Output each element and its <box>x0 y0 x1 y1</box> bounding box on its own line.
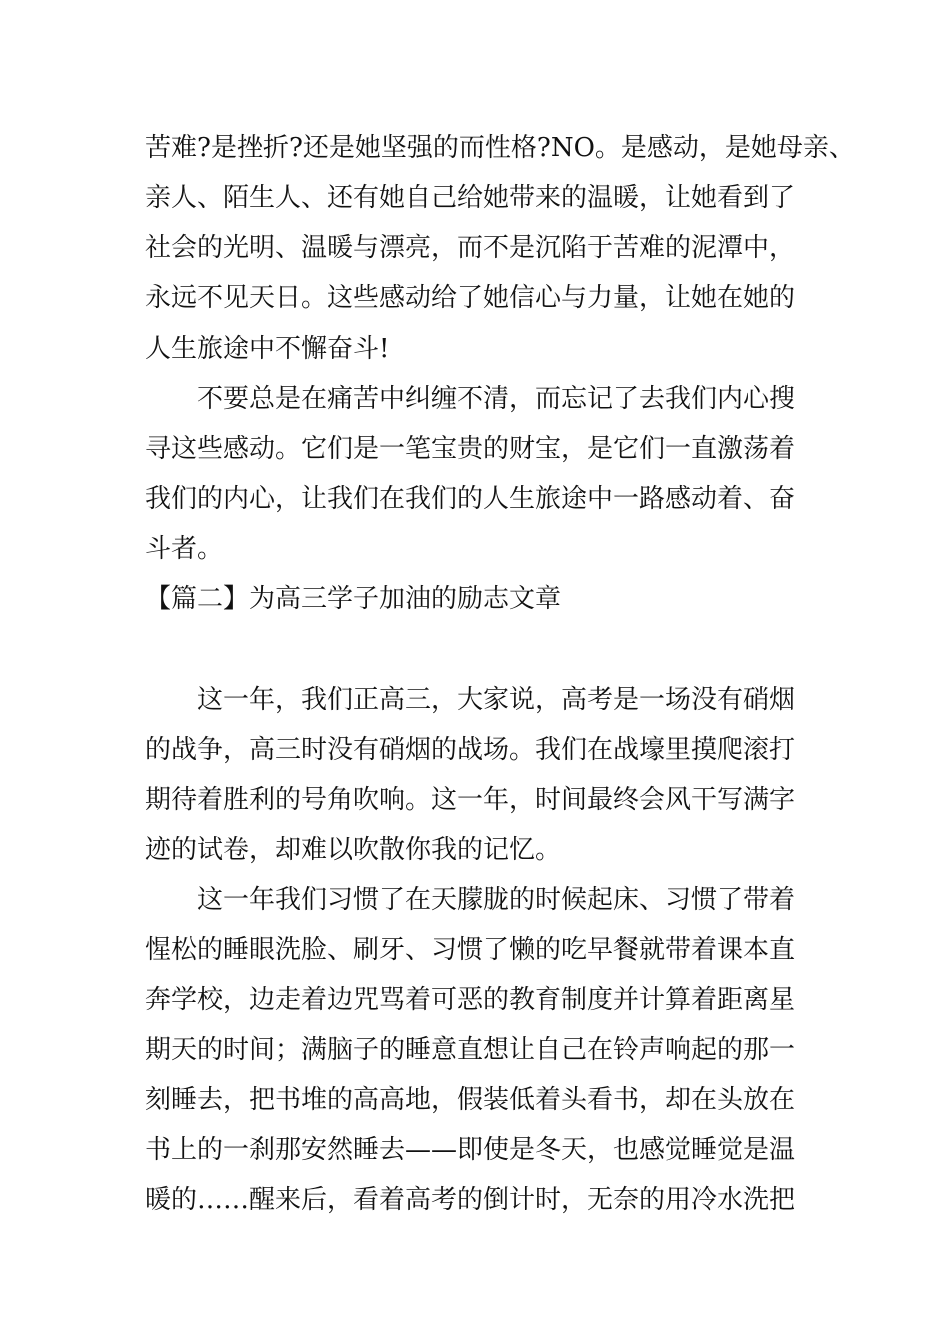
text-line: 我们的内心，让我们在我们的人生旅途中一路感动着、奋 <box>145 484 796 514</box>
text-line: 社会的光明、温暖与漂亮，而不是沉陷于苦难的泥潭中， <box>145 233 796 263</box>
text-line: 惺松的睡眼洗脸、刷牙、习惯了懒的吃早餐就带着课本直 <box>145 935 796 965</box>
text-line: 的战争，高三时没有硝烟的战场。我们在战壕里摸爬滚打 <box>145 735 796 765</box>
text-line: 寻这些感动。它们是一笔宝贵的财宝，是它们一直激荡着 <box>145 434 796 464</box>
text-line: 永远不见天日。这些感动给了她信心与力量，让她在她的 <box>145 283 796 313</box>
paragraph-first-line: 这一年我们习惯了在天朦胧的时候起床、习惯了带着 <box>197 885 796 915</box>
text-line: 期天的时间；满脑子的睡意直想让自己在铃声响起的那一 <box>145 1035 796 1065</box>
text-line: 奔学校，边走着边咒骂着可恶的教育制度并计算着距离星 <box>145 985 796 1015</box>
text-line: 期待着胜利的号角吹响。这一年，时间最终会风干写满字 <box>145 785 796 815</box>
text-line: 暖的……醒来后，看着高考的倒计时，无奈的用冷水洗把 <box>145 1185 796 1215</box>
text-line: 斗者。 <box>145 534 224 564</box>
text-line: 人生旅途中不懈奋斗! <box>145 334 390 364</box>
paragraph-first-line: 这一年，我们正高三，大家说，高考是一场没有硝烟 <box>197 685 796 715</box>
paragraph-first-line: 不要总是在痛苦中纠缠不清，而忘记了去我们内心搜 <box>197 384 796 414</box>
text-line: 迹的试卷，却难以吹散你我的记忆。 <box>145 835 562 865</box>
section-heading: 【篇二】为高三学子加油的励志文章 <box>145 584 562 614</box>
text-line: 亲人、陌生人、还有她自己给她带来的温暖，让她看到了 <box>145 183 796 213</box>
text-line: 苦难?是挫折?还是她坚强的而性格?NO。是感动，是她母亲、 <box>145 133 855 163</box>
text-line: 书上的一刹那安然睡去——即使是冬天，也感觉睡觉是温 <box>145 1135 796 1165</box>
text-line: 刻睡去，把书堆的高高地，假装低着头看书，却在头放在 <box>145 1085 796 1115</box>
